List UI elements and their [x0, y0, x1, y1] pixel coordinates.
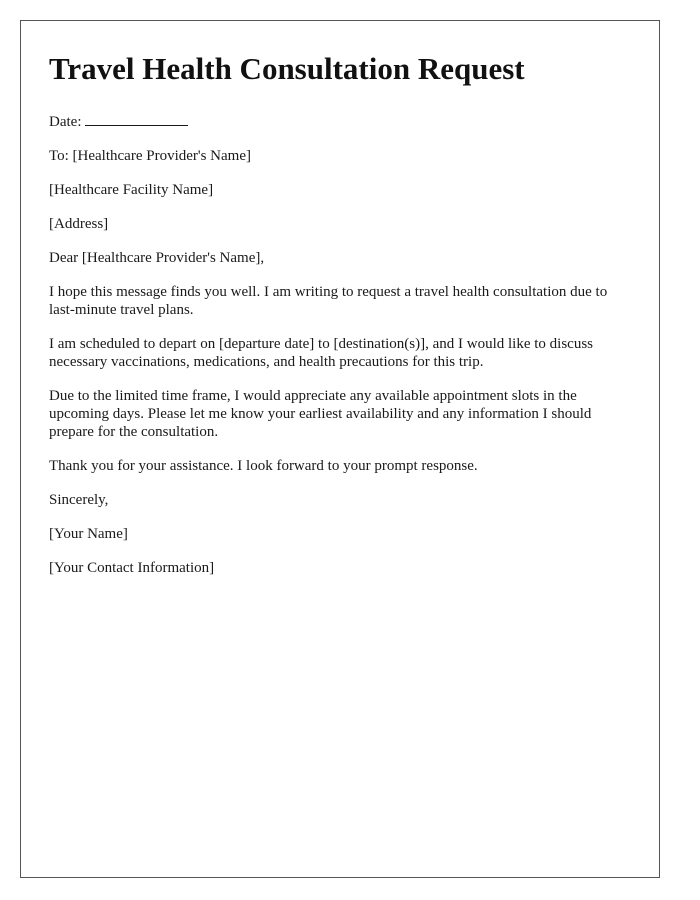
- address-line: [Address]: [49, 216, 109, 232]
- date-label: Date:: [49, 114, 82, 130]
- recipient-line: To: [Healthcare Provider's Name]: [49, 148, 251, 164]
- salutation: Dear [Healthcare Provider's Name],: [49, 250, 265, 266]
- facility-line: [Healthcare Facility Name]: [49, 182, 214, 198]
- letter-page: [20, 20, 660, 878]
- body-paragraph-2: I am scheduled to depart on [departure date] to [destination(s)], and I would like to discuss necessary vaccinations, medications, and health precautions for this trip.: [49, 336, 594, 370]
- body-paragraph-1: I hope this message finds you well. I am writing to request a travel health consultation due to last-minute travel plans.: [49, 284, 608, 318]
- closing: Sincerely,: [49, 492, 109, 508]
- signature-contact: [Your Contact Information]: [49, 560, 215, 576]
- signature-name: [Your Name]: [49, 526, 128, 542]
- date-blank-line: [85, 111, 188, 126]
- letter-title: Travel Health Consultation Request: [49, 51, 525, 86]
- body-paragraph-4: Thank you for your assistance. I look forward to your prompt response.: [49, 458, 478, 474]
- body-paragraph-3: Due to the limited time frame, I would appreciate any available appointment slots in the upcoming days. Please let me know your earliest availability and any information I should prepare for the consultation.: [49, 388, 592, 440]
- date-row: [49, 111, 631, 131]
